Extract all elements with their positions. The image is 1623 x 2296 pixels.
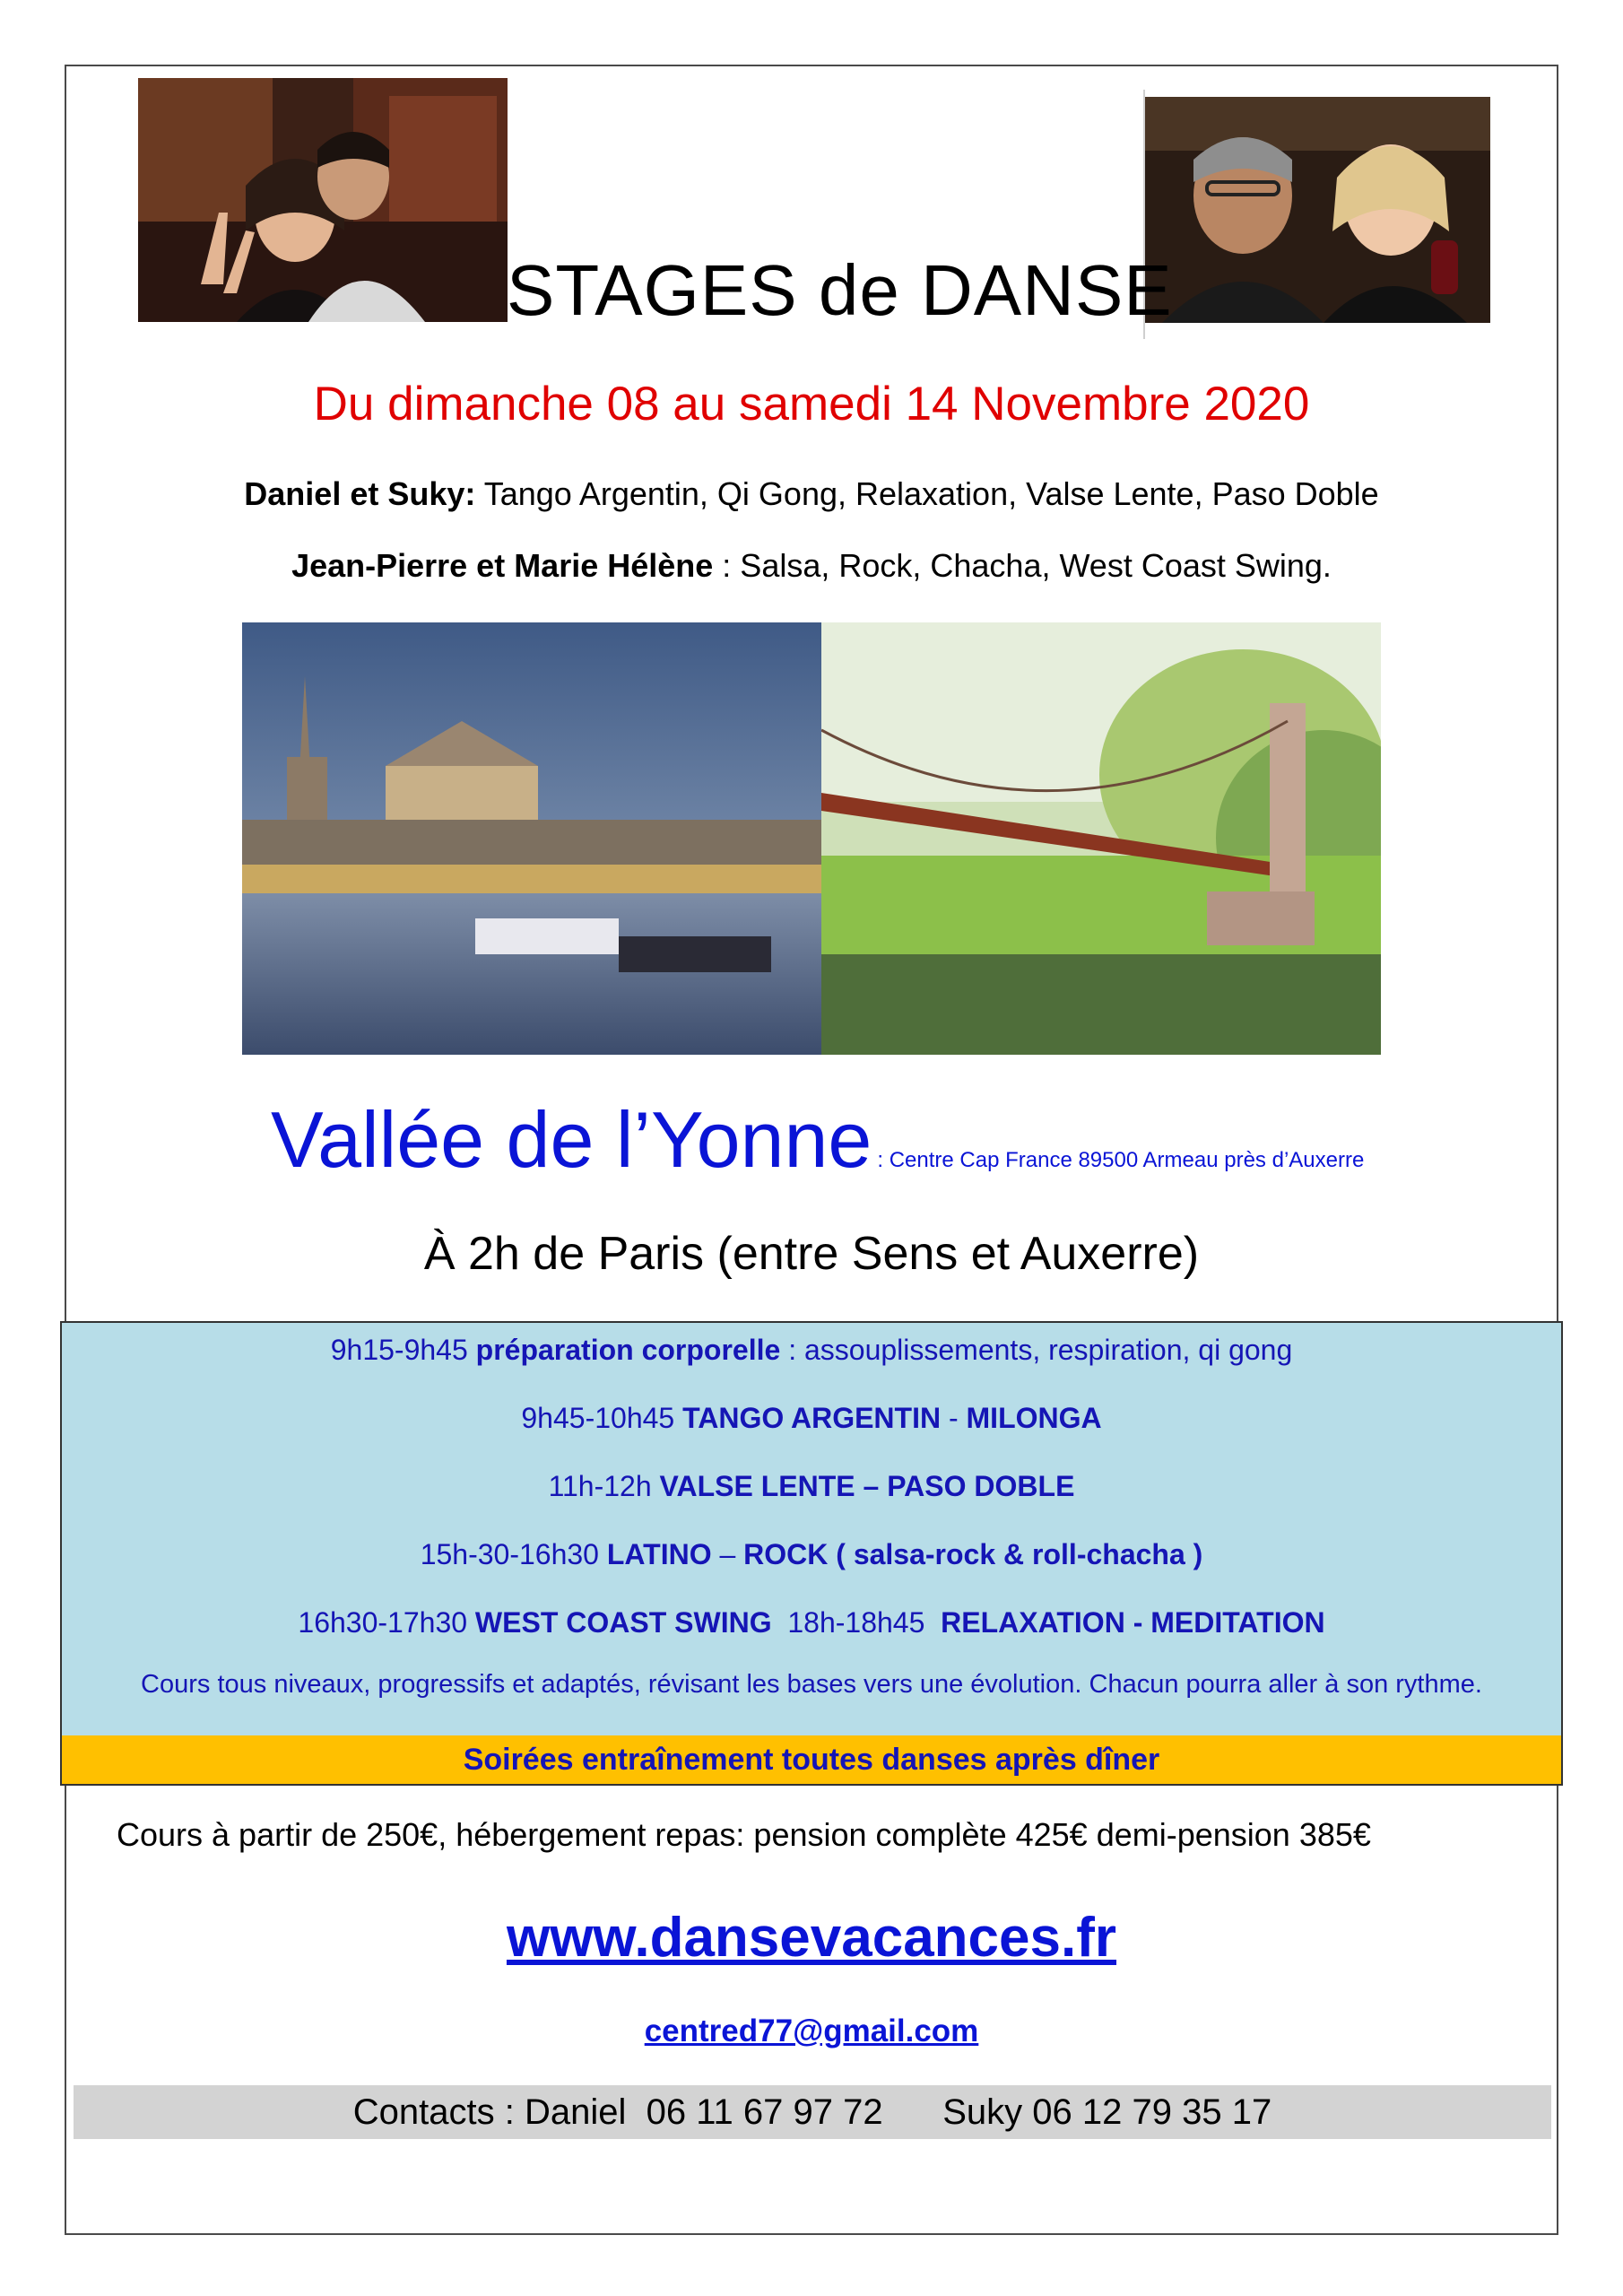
photo-suspension-bridge: [821, 622, 1381, 1055]
schedule-time: 9h15-9h45: [330, 1334, 476, 1366]
schedule-time: 9h45-10h45: [521, 1402, 683, 1434]
price-info: Cours à partir de 250€, hébergement repas: pension complète 425€ demi-pension 385€: [117, 1816, 1371, 1853]
schedule-activity: WEST COAST SWING: [474, 1606, 772, 1639]
event-dates: Du dimanche 08 au samedi 14 Novembre 2020: [313, 378, 1310, 430]
photo-jean-pierre-marie-helene: [1144, 97, 1490, 323]
schedule-activity: LATINO: [606, 1538, 712, 1570]
schedule-note: Cours tous niveaux, progressifs et adaptés, révisant les bases vers une évolution. Chacun pourra aller à son rythme.: [141, 1670, 1482, 1699]
schedule-box: [60, 1321, 1563, 1786]
photo-auxerre-city: [242, 622, 821, 1055]
schedule-detail: -: [941, 1402, 967, 1434]
schedule-time: 15h-30-16h30: [420, 1538, 607, 1570]
contacts-bar: Contacts : Daniel 06 11 67 97 72 Suky 06 12 79 35 17: [74, 2085, 1551, 2139]
location-line: [271, 1094, 1364, 1186]
schedule-line: [62, 1470, 1561, 1503]
email-line: [0, 2013, 1623, 2049]
email-link[interactable]: centred77@gmail.com: [644, 2013, 979, 2048]
teacher-names: Daniel et Suky:: [244, 475, 476, 512]
schedule-activity: MILONGA: [966, 1402, 1102, 1434]
schedule-activity: VALSE LENTE – PASO DOBLE: [659, 1470, 1075, 1502]
schedule-line: [62, 1606, 1561, 1639]
schedule-activity: préparation corporelle: [475, 1334, 781, 1366]
schedule-time: 16h30-17h30: [298, 1606, 475, 1639]
page-title: STAGES de DANSE: [507, 250, 1173, 330]
teacher-line-1: [0, 475, 1623, 513]
schedule-activity: TANGO ARGENTIN: [682, 1402, 942, 1434]
teacher-dances: Tango Argentin, Qi Gong, Relaxation, Valse Lente, Paso Doble: [475, 475, 1379, 512]
teacher-line-2: [0, 547, 1623, 585]
distance-info: À 2h de Paris (entre Sens et Auxerre): [423, 1228, 1200, 1280]
photo-daniel-suky: [138, 78, 508, 322]
schedule-line: [62, 1538, 1561, 1571]
schedule-time: 18h-18h45: [771, 1606, 942, 1639]
location-name: Vallée de l’Yonne: [271, 1095, 872, 1184]
schedule-line: [62, 1334, 1561, 1367]
evening-banner: Soirées entraînement toutes danses après dîner: [62, 1735, 1561, 1784]
teacher-dances: : Salsa, Rock, Chacha, West Coast Swing.: [713, 547, 1332, 584]
website-line: [0, 1906, 1623, 1970]
teacher-names: Jean-Pierre et Marie Hélène: [291, 547, 714, 584]
schedule-detail: –: [711, 1538, 744, 1570]
schedule-line: [62, 1402, 1561, 1435]
schedule-time: 11h-12h: [548, 1470, 660, 1502]
schedule-activity: ROCK ( salsa-rock & roll-chacha ): [743, 1538, 1203, 1570]
schedule-detail: : assouplissements, respiration, qi gong: [780, 1334, 1293, 1366]
location-address: : Centre Cap France 89500 Armeau près d’Auxerre: [877, 1148, 1365, 1172]
website-link[interactable]: www.dansevacances.fr: [506, 1907, 1117, 1969]
schedule-activity: RELAXATION - MEDITATION: [941, 1606, 1325, 1639]
